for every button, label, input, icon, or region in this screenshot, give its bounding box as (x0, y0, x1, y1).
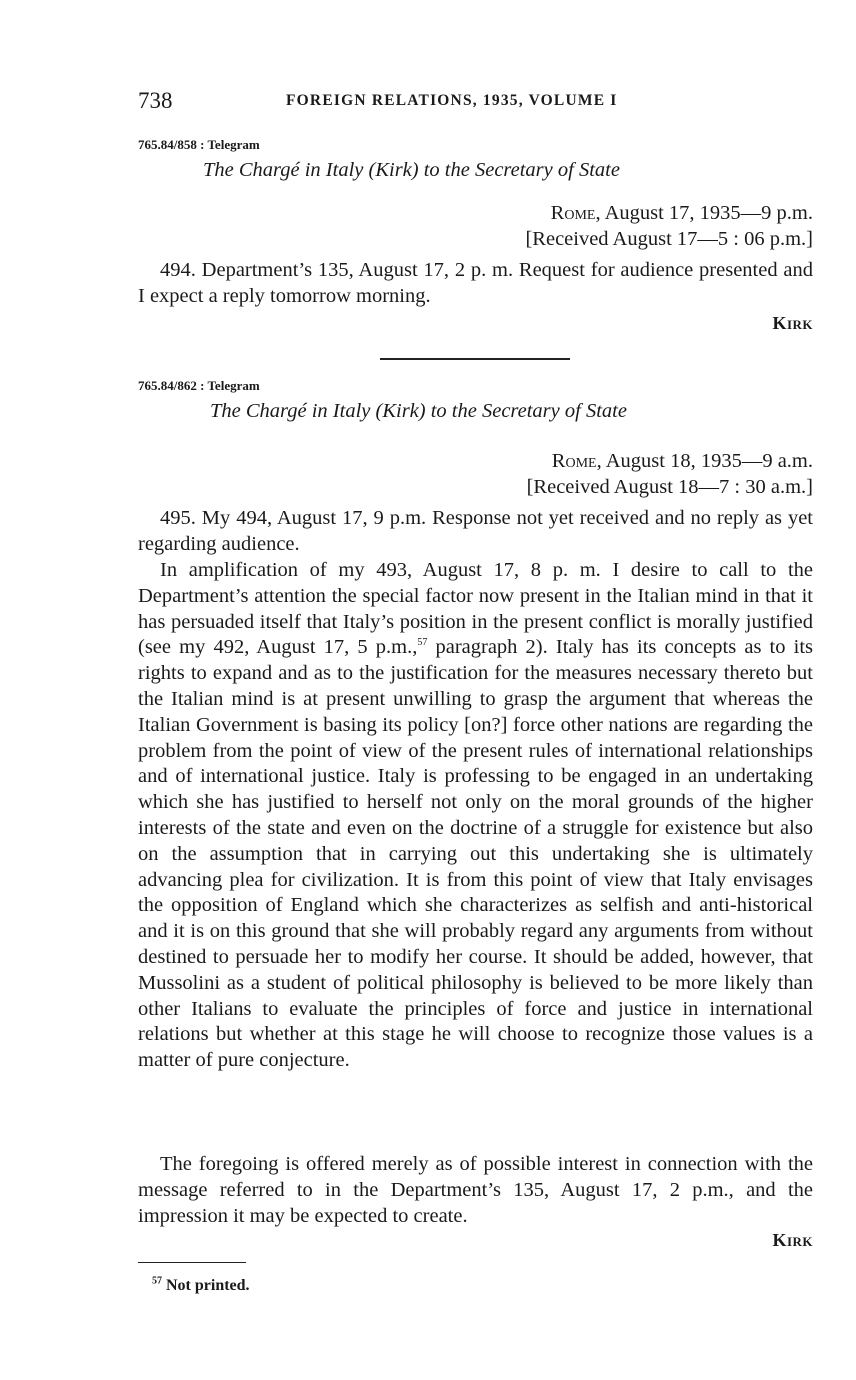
body-paragraph (138, 506, 813, 558)
signature: Kirk (772, 313, 813, 333)
section-divider (380, 358, 570, 360)
dateline-date: , August 17, 1935—9 p.m. (595, 202, 813, 224)
dateline-date: , August 18, 1935—9 a.m. (596, 450, 813, 472)
page-number: 738 (138, 88, 173, 113)
running-title: FOREIGN RELATIONS, 1935, VOLUME I (286, 92, 618, 109)
received-line: [Received August 17—5 : 06 p.m.] (525, 228, 813, 250)
document-title: The Chargé in Italy (Kirk) to the Secretary of State (203, 159, 620, 181)
file-reference: 765.84/862 : Telegram (138, 378, 260, 393)
footnote-text: Not printed. (162, 1277, 250, 1294)
paragraph-text: The foregoing is offered merely as of possible interest in connection with the message referred to in the Department’s 135, August 17, 2 p.m., and the impression it may be expected to create. (138, 1153, 813, 1227)
footnote-reference[interactable]: 57 (417, 637, 428, 649)
dateline (552, 450, 813, 473)
paragraph-text: 495. My 494, August 17, 9 p.m. Response not yet received and no reply as yet regarding audience. (138, 507, 813, 555)
footnote-mark: 57 (152, 1275, 162, 1287)
body-paragraph (138, 1152, 813, 1229)
page-header (138, 88, 813, 118)
body-paragraph (138, 558, 813, 1074)
dateline (551, 202, 813, 225)
paragraph-text: paragraph 2). Italy has its concepts as to its rights to expand and as to the justification for the measures necessary thereto but the Italian mind is at present unwilling to grasp the argument that whereas the Italian Government is basing its policy [on?] force other nations are regarding the problem from the point of view of the present rules of international relationships and of international justice. Italy is professing to be engaged in an undertaking which she has justified to herself not only on the moral grounds of the higher interests of the state and even on the doctrine of a struggle for existence but also on the assumption that in carrying out this undertaking she is ultimately advancing plea for civilization. It is from this point of view that Italy envisages the opposition of England which she characterizes as selfish and anti-historical and it is on this ground that she will probably regard any arguments from without destined to persuade her to modify her course. It should be added, however, that Mussolini as a student of political philosophy is believed to be more likely than other Italians to evaluate the principles of force and justice in international relations but whether at this stage he will choose to recognize those values is a matter of pure conjecture. (138, 636, 813, 1072)
received-line: [Received August 18—7 : 30 a.m.] (526, 476, 813, 498)
file-reference: 765.84/858 : Telegram (138, 137, 260, 152)
document-title: The Chargé in Italy (Kirk) to the Secretary of State (210, 400, 627, 422)
paragraph-text: 494. Department’s 135, August 17, 2 p. m. Request for audience presented and I expect a reply tomorrow morning. (138, 259, 813, 307)
dateline-city: Rome (551, 450, 597, 472)
body-paragraph (138, 258, 813, 310)
footnote (152, 1277, 250, 1295)
dateline-city: Rome (550, 202, 596, 224)
paragraph-text: In amplification of my 493, August 17, 8 p. m. I desire to call to the Department’s attention the special factor now present in the Italian mind in that it has persuaded itself that Italy’s position in the present conflict is morally justified (see my 492, August 17, 5 p.m., (138, 559, 813, 659)
footnote-divider (138, 1262, 246, 1263)
signature: Kirk (772, 1230, 813, 1250)
